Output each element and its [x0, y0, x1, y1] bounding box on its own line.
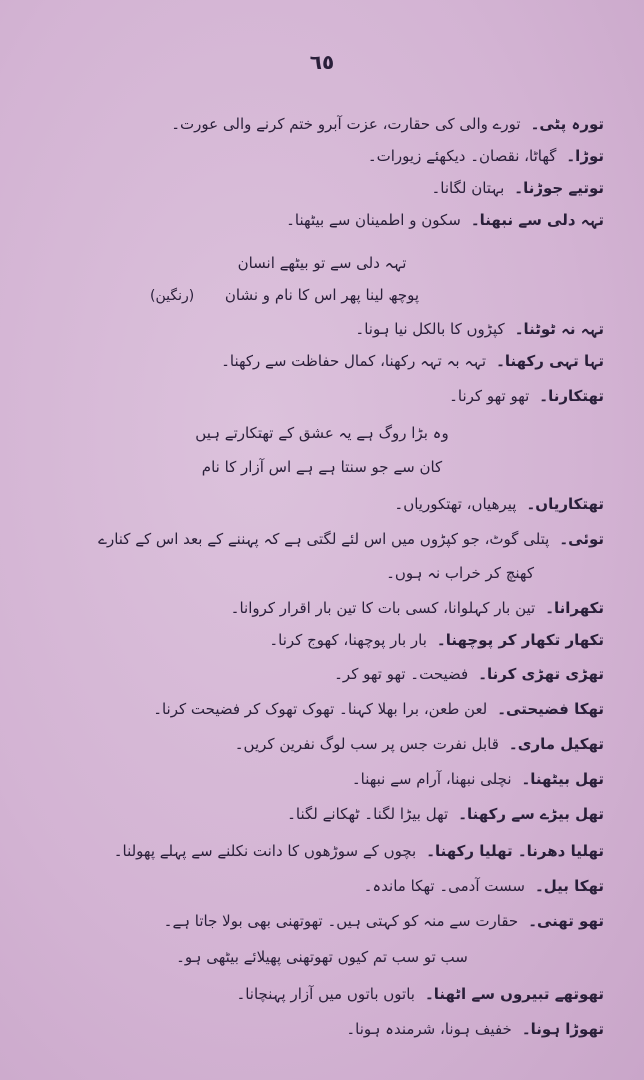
entry-definition: بچوں کے سوڑھوں کا دانت نکلنے سے پہلے پھولنا۔ — [113, 842, 417, 860]
entry-row — [30, 983, 604, 1005]
entry-row — [30, 113, 604, 135]
entry-row — [30, 493, 604, 515]
entry-term: تھکیل ماری۔ — [508, 735, 604, 753]
entry-definition: پتلی گوٹ، جو کپڑوں میں اس لئے لگتی ہے کہ پہننے کے بعد اس کے کنارے — [98, 530, 550, 548]
verse-line: سب تو سب تم کیوں تھوتھنی پھیلائے بیٹھی ہو۔ — [176, 948, 468, 966]
entry-row — [30, 803, 604, 825]
verse-line: تہہ دلی سے تو بیٹھے انسان — [237, 254, 407, 272]
entry-term: تھلیا دھرنا۔ تھلیا رکھنا۔ — [426, 842, 604, 860]
verse-line: وہ بڑا روگ ہے یہ عشق کے تھتکارتے ہیں — [195, 424, 449, 442]
entry-row — [30, 840, 604, 862]
entry-continuation: کھنچ کر خراب نہ ہوں۔ — [386, 564, 534, 582]
entry-term: تھکا فضیحتی۔ — [497, 700, 604, 718]
entry-term: تھتکاریاں۔ — [526, 495, 604, 513]
entry-definition: سست آدمی۔ تھکا ماندہ۔ — [363, 877, 525, 895]
entry-definition: پیرھیاں، تھتکوریاں۔ — [394, 495, 517, 513]
entry-definition: تورے والی کی حقارت، عزت آبرو ختم کرنے والی عورت۔ — [171, 115, 521, 133]
entry-definition: تین بار کہلوانا، کسی بات کا تین بار اقرار کروانا۔ — [230, 599, 536, 617]
entry-term: توئی۔ — [559, 530, 604, 548]
page-number: ٦٥ — [309, 50, 335, 74]
entry-term: تکھار تکھار کر پوچھنا۔ — [436, 631, 604, 649]
entry-row — [30, 385, 604, 407]
entry-term: تہا تہی رکھنا۔ — [496, 352, 604, 370]
entry-row — [30, 875, 604, 897]
attribution: (رنگین) — [150, 288, 195, 304]
entry-row — [30, 733, 604, 755]
verse-line: پوچھ لینا پھر اس کا نام و نشان — [224, 286, 420, 304]
entry-row — [30, 318, 604, 340]
entry-definition: بہتان لگانا۔ — [431, 179, 505, 197]
entry-definition: سکون و اطمینان سے بیٹھنا۔ — [286, 211, 461, 229]
entry-definition: تہہ بہ تہہ رکھنا، کمال حفاظت سے رکھنا۔ — [221, 352, 487, 370]
entry-row — [30, 663, 604, 685]
entry-term: تورہ پٹی۔ — [530, 115, 604, 133]
entry-row — [30, 1018, 604, 1040]
entry-definition: قابل نفرت جس پر سب لوگ نفرین کریں۔ — [234, 735, 499, 753]
entry-row — [30, 910, 604, 932]
entry-definition: فضیحت۔ تھو تھو کر۔ — [334, 665, 469, 683]
entry-row — [30, 629, 604, 651]
entry-row — [30, 768, 604, 790]
entry-definition: باتوں باتوں میں آزار پہنچانا۔ — [236, 985, 415, 1003]
entry-term: تھکا بیل۔ — [534, 877, 604, 895]
entry-row — [30, 698, 604, 720]
entry-definition: تھو تھو کرنا۔ — [449, 387, 530, 405]
entry-definition: کپڑوں کا بالکل نیا ہونا۔ — [355, 320, 505, 338]
entry-definition: گھاٹا، نقصان۔ دیکھئے زیورات۔ — [367, 147, 557, 165]
entry-row — [30, 177, 604, 199]
entry-term: تھتکارنا۔ — [539, 387, 604, 405]
entry-row — [30, 597, 604, 619]
verse-line: کان سے جو سنتا ہے ہے اس آزار کا نام — [201, 458, 443, 476]
entry-term: تھوڑا ہونا۔ — [521, 1020, 604, 1038]
entry-term: تہہ دلی سے نبھنا۔ — [470, 211, 604, 229]
entry-row — [30, 209, 604, 231]
entry-term: تہہ نہ ٹوٹنا۔ — [514, 320, 604, 338]
entry-row — [30, 350, 604, 372]
entry-definition: حقارت سے منہ کو کہتی ہیں۔ تھوتھنی بھی بولا جاتا ہے۔ — [163, 912, 519, 930]
entry-row — [30, 528, 604, 550]
entry-term: تھل بیڑے سے رکھنا۔ — [458, 805, 604, 823]
entry-definition: لعن طعن، برا بھلا کہنا۔ تھوک تھوک کر فضیحت کرنا۔ — [153, 700, 488, 718]
entry-definition: خفیف ہونا، شرمندہ ہونا۔ — [346, 1020, 512, 1038]
entry-row — [30, 145, 604, 167]
entry-definition: نچلی نبھنا، آرام سے نبھنا۔ — [351, 770, 512, 788]
entry-term: تکھرانا۔ — [545, 599, 604, 617]
entry-term: تھل بیٹھنا۔ — [521, 770, 604, 788]
entry-term: توتیے جوڑنا۔ — [514, 179, 604, 197]
entry-definition: بار بار پوچھنا، کھوج کرنا۔ — [269, 631, 427, 649]
entry-term: تھو تھنی۔ — [528, 912, 604, 930]
entry-term: تھوتھے تبیروں سے اٹھنا۔ — [424, 985, 604, 1003]
entry-definition: تھل بیڑا لگنا۔ ٹھکانے لگنا۔ — [287, 805, 449, 823]
entry-term: توڑا۔ — [566, 147, 604, 165]
entry-term: تھڑی تھڑی کرنا۔ — [478, 665, 604, 683]
